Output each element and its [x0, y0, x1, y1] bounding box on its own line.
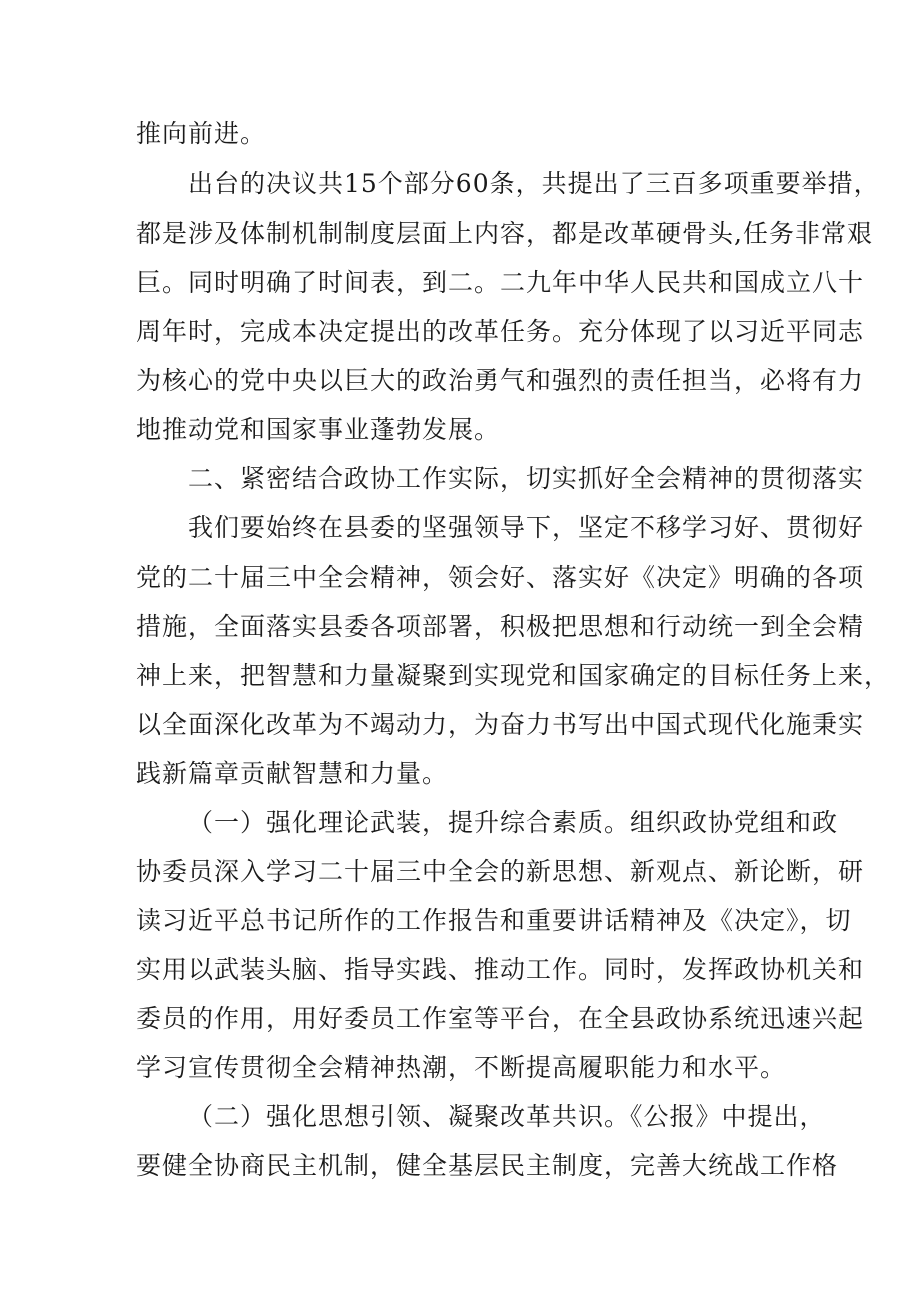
- text-line-17: 读习近平总书记所作的工作报告和重要讲话精神及《决定》，切: [136, 906, 852, 935]
- text-line-18: 实用以武装头脑、指导实践、推动工作。同时，发挥政协机关和: [136, 955, 865, 984]
- text-line-3: 都是涉及体制机制制度层面上内容，都是改革硬骨头,任务非常艰: [136, 219, 873, 248]
- text-line-14: 践新篇章贡献智慧和力量。: [136, 759, 449, 788]
- subsection-heading-1: （一）强化理论武装，提升综合素质。组织政协党组和政: [188, 808, 839, 837]
- text-line-1: 推向前进。: [136, 119, 267, 148]
- text-line-22: 要健全协商民主机制，健全基层民主制度，完善大统战工作格: [136, 1151, 839, 1180]
- text-line-12: 神上来，把智慧和力量凝聚到实现党和国家确定的目标任务上来，: [136, 661, 891, 690]
- text-line-16: 协委员深入学习二十届三中全会的新思想、新观点、新论断，研: [136, 857, 865, 886]
- text-line-13: 以全面深化改革为不竭动力，为奋力书写出中国式现代化施秉实: [136, 710, 865, 739]
- text-line-11: 措施，全面落实县委各项部署，积极把思想和行动统一到全会精: [136, 612, 865, 641]
- text-line-20: 学习宣传贯彻全会精神热潮，不断提高履职能力和水平。: [136, 1053, 787, 1082]
- text-line-6: 为核心的党中央以巨大的政治勇气和强烈的责任担当，必将有力: [136, 366, 865, 395]
- text-line-7: 地推动党和国家事业蓬勃发展。: [136, 415, 501, 444]
- text-line-19: 委员的作用，用好委员工作室等平台，在全县政协系统迅速兴起: [136, 1004, 865, 1033]
- text-line-10: 党的二十届三中全会精神，领会好、落实好《决定》明确的各项: [136, 563, 865, 592]
- text-line-9: 我们要始终在县委的坚强领导下，坚定不移学习好、贯彻好: [188, 513, 865, 542]
- subsection-heading-2: （二）强化思想引领、凝聚改革共识。《公报》中提出，: [188, 1102, 826, 1131]
- text-line-5: 周年时，完成本决定提出的改革任务。充分体现了以习近平同志: [136, 317, 865, 346]
- text-line-2: 出台的决议共15个部分60条，共提出了三百多项重要举措，: [188, 169, 880, 198]
- section-heading: 二、紧密结合政协工作实际，切实抓好全会精神的贯彻落实: [188, 464, 865, 493]
- text-line-4: 巨。同时明确了时间表，到二。二九年中华人民共和国成立八十: [136, 268, 865, 297]
